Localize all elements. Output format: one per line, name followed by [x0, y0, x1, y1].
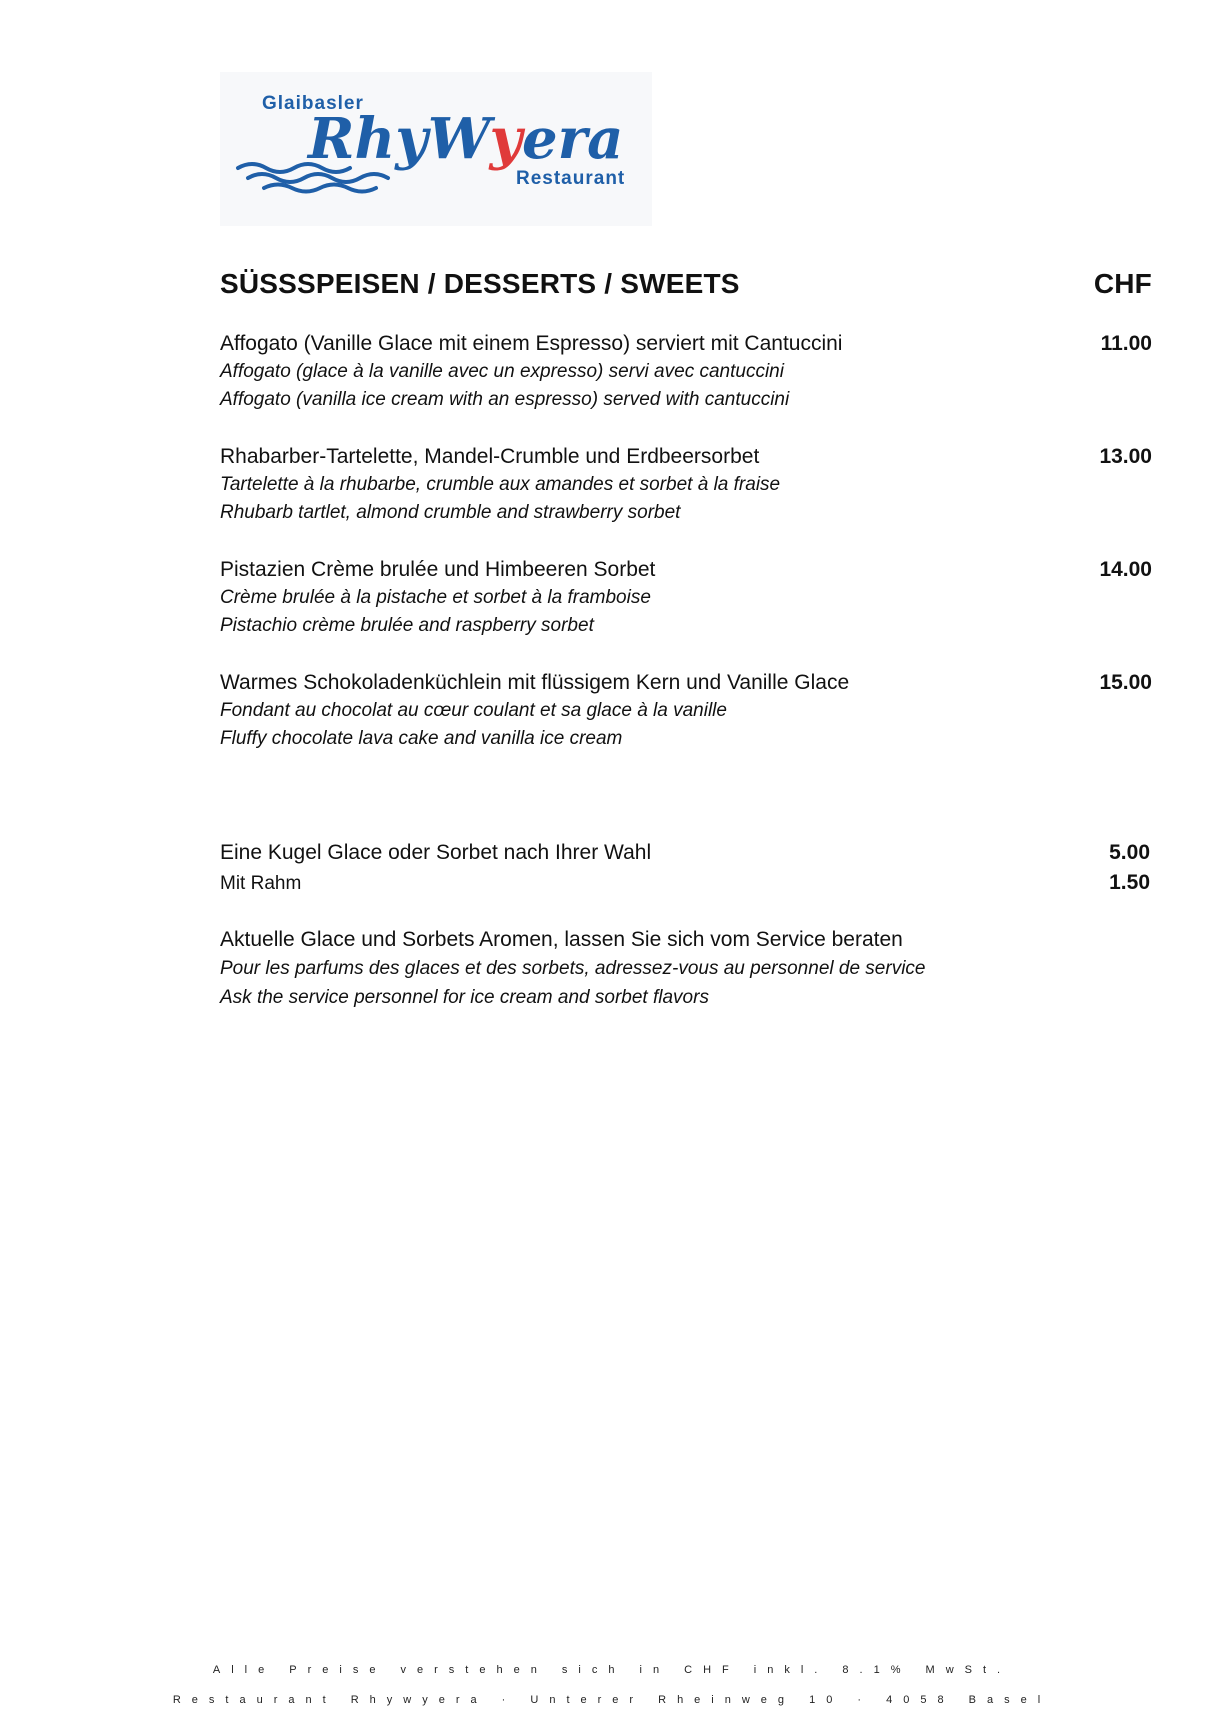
item-name-fr: Affogato (glace à la vanille avec un expresso) servi avec cantuccini: [220, 361, 784, 382]
item-name-de: Affogato (Vanille Glace mit einem Espresso) serviert mit Cantuccini: [220, 332, 843, 355]
currency-header: CHF: [1093, 268, 1152, 299]
item-price: 11.00: [1100, 332, 1152, 355]
logo-top-text: Glaibasler: [262, 93, 364, 114]
menu-heading: [220, 268, 1152, 300]
info-de: Aktuelle Glace und Sorbets Aromen, lassen Sie sich vom Service beraten: [220, 928, 903, 951]
page-title: SÜSSSPEISEN / DESSERTS / SWEETS: [220, 268, 740, 299]
extras-section: [220, 838, 1150, 899]
flavor-info: [220, 925, 1180, 1012]
cream-label: Mit Rahm: [220, 873, 302, 894]
item-price: 13.00: [1099, 445, 1152, 468]
item-price: 14.00: [1099, 558, 1152, 581]
restaurant-logo: [220, 72, 652, 226]
menu-item: [220, 669, 1152, 753]
cream-price: 1.50: [1109, 871, 1150, 894]
info-fr: Pour les parfums des glaces et des sorbets, adressez-vous au personnel de service: [220, 958, 926, 979]
item-name-en: Pistachio crème brulée and raspberry sorbet: [220, 615, 594, 636]
info-en: Ask the service personnel for ice cream and sorbet flavors: [220, 987, 709, 1008]
item-name-en: Rhubarb tartlet, almond crumble and strawberry sorbet: [220, 502, 681, 523]
menu-item: [220, 330, 1152, 414]
scoop-label: Eine Kugel Glace oder Sorbet nach Ihrer Wahl: [220, 841, 652, 864]
footer-address: Restaurant Rhywyera · Unterer Rheinweg 10 · 4058 Basel: [172, 1694, 1052, 1706]
logo-main-text: RhyWyera: [308, 106, 624, 172]
footer-vat-note: Alle Preise verstehen sich in CHF inkl. 8.1% MwSt.: [212, 1664, 1012, 1676]
item-name-de: Rhabarber-Tartelette, Mandel-Crumble und Erdbeersorbet: [220, 445, 760, 468]
item-name-fr: Fondant au chocolat au cœur coulant et sa glace à la vanille: [220, 700, 727, 721]
logo-sub-text: Restaurant: [516, 168, 626, 189]
scoop-price: 5.00: [1109, 841, 1150, 864]
item-name-de: Warmes Schokoladenküchlein mit flüssigem Kern und Vanille Glace: [220, 671, 850, 694]
item-name-en: Fluffy chocolate lava cake and vanilla ice cream: [220, 728, 623, 749]
item-name-en: Affogato (vanilla ice cream with an espresso) served with cantuccini: [220, 389, 790, 410]
item-name-fr: Tartelette à la rhubarbe, crumble aux amandes et sorbet à la fraise: [220, 474, 781, 495]
item-name-fr: Crème brulée à la pistache et sorbet à la framboise: [220, 587, 651, 608]
menu-item: [220, 443, 1152, 527]
item-name-de: Pistazien Crème brulée und Himbeeren Sorbet: [220, 558, 656, 581]
item-price: 15.00: [1099, 671, 1152, 694]
menu-item: [220, 556, 1152, 640]
